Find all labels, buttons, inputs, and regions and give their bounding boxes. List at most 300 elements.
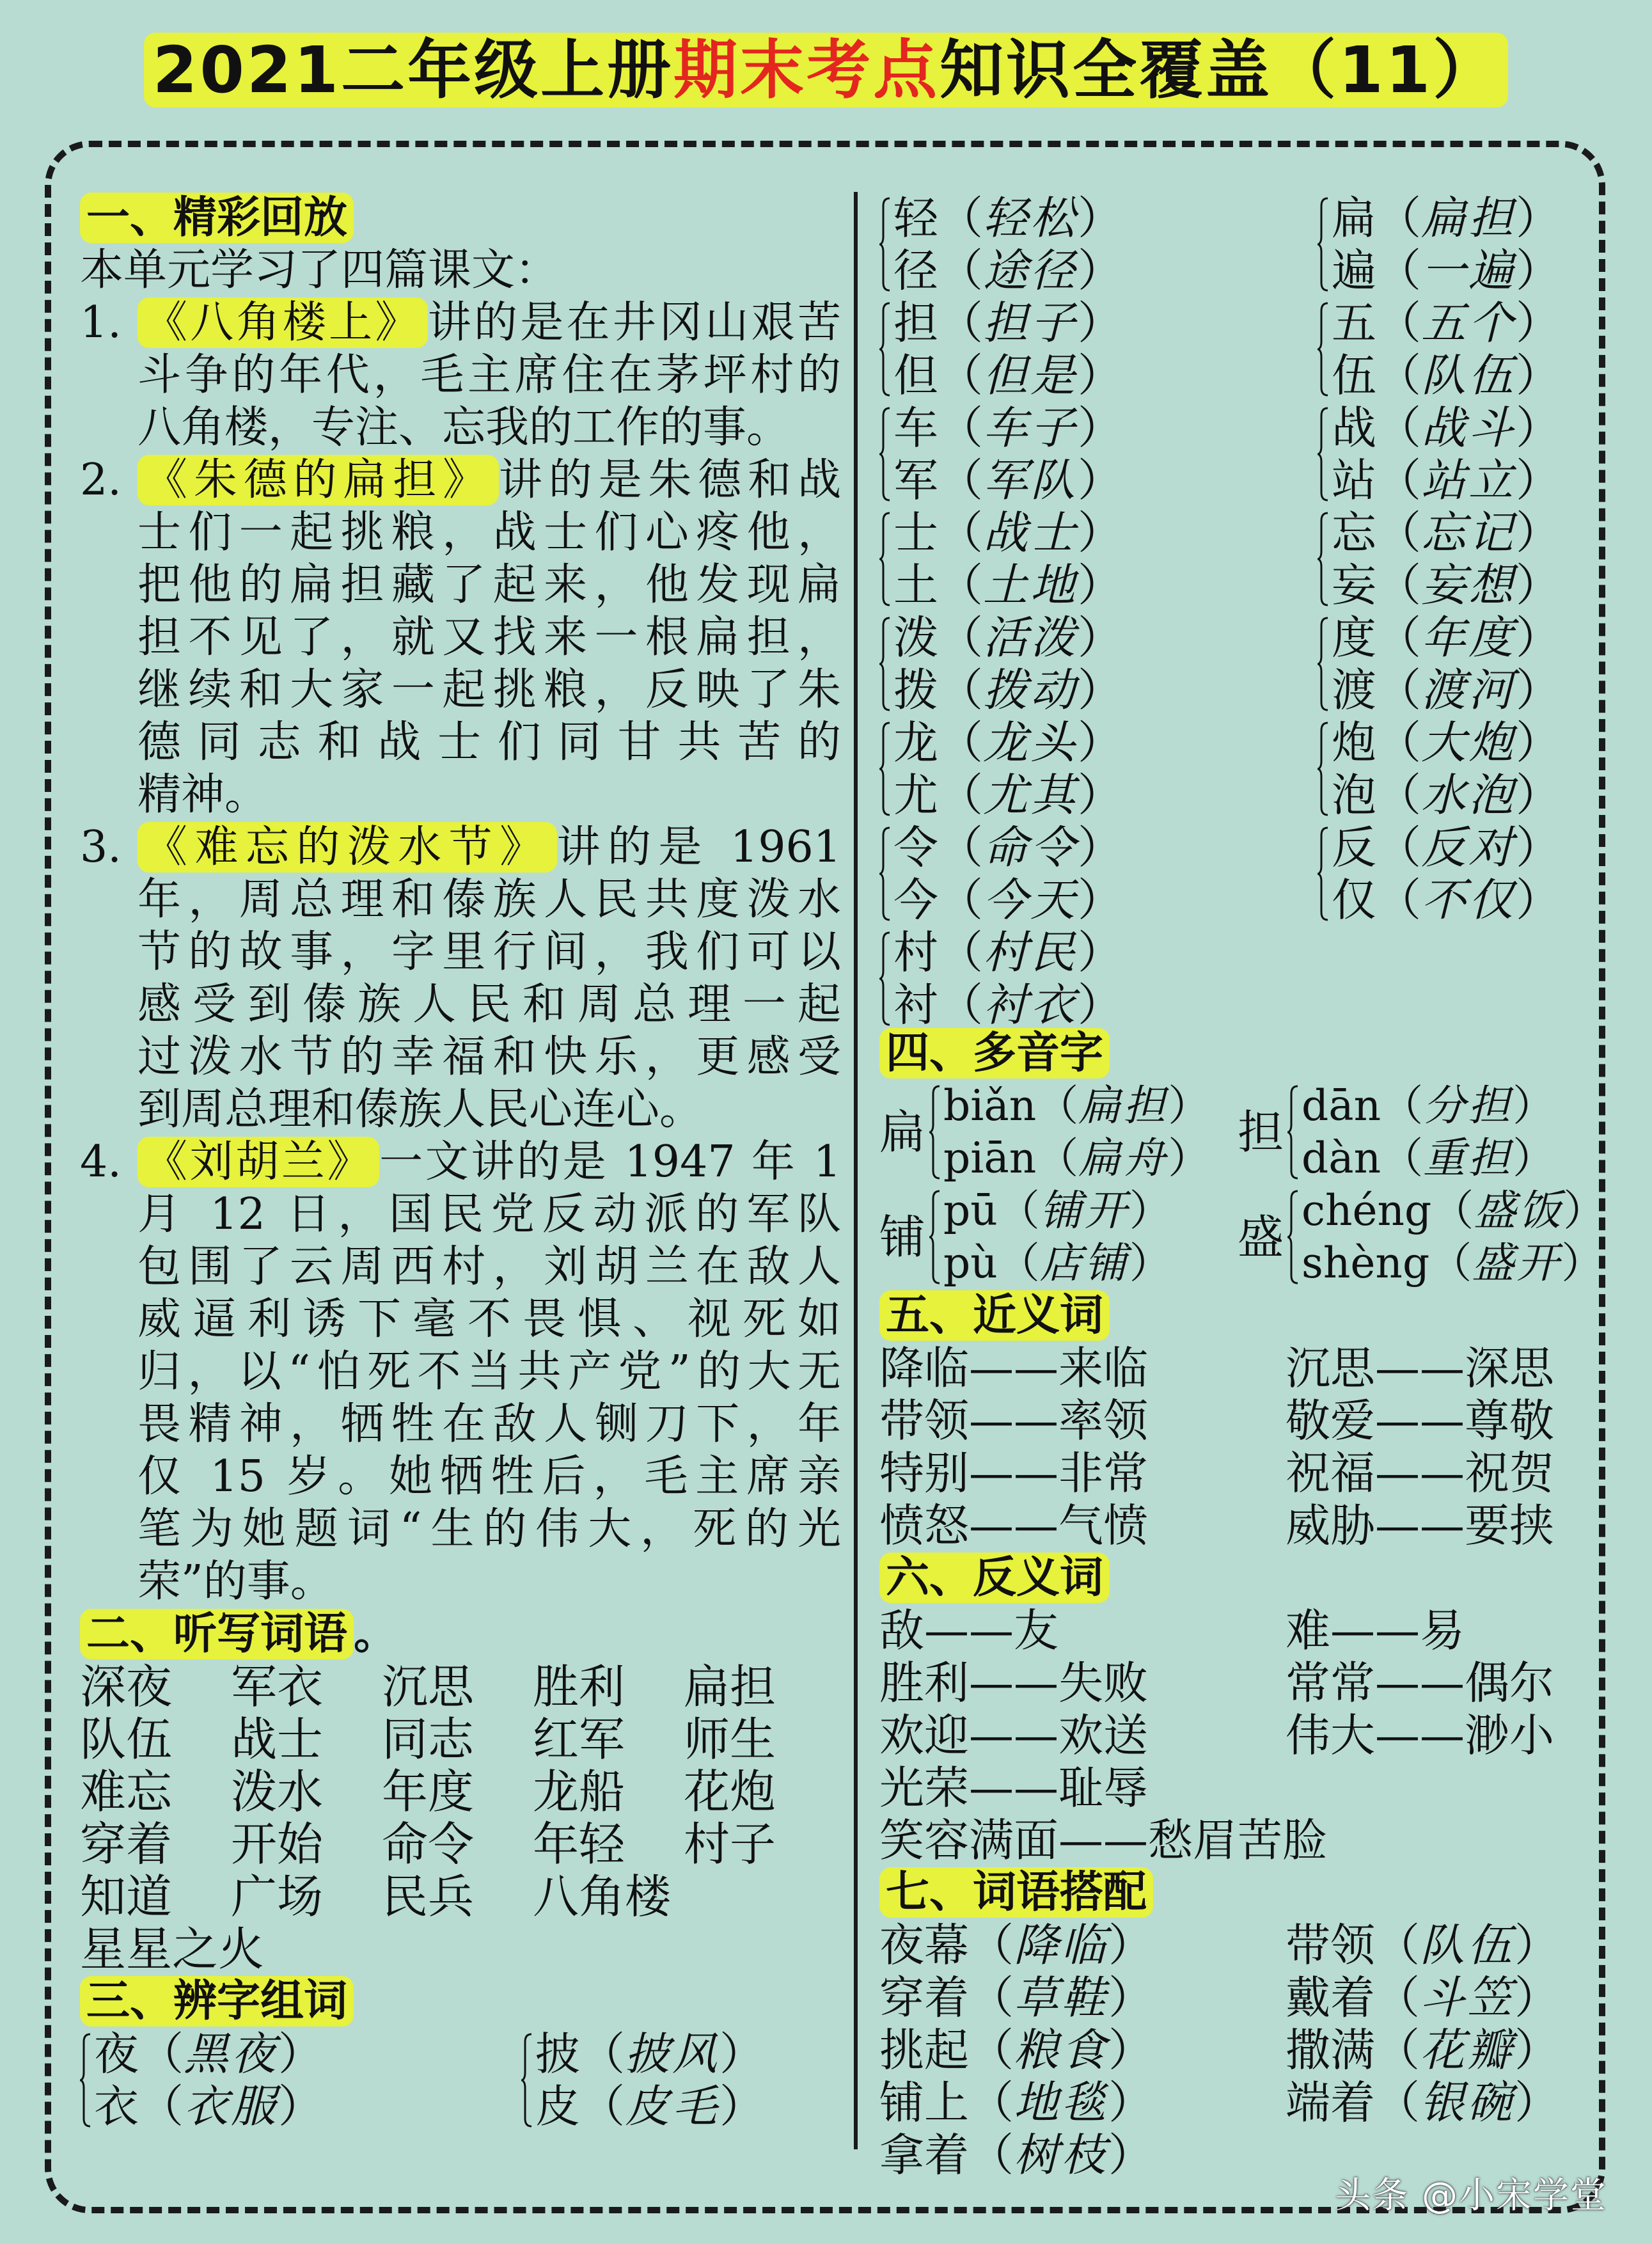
verb: 铺上 xyxy=(879,2076,969,2129)
paren: （ xyxy=(938,664,983,716)
paren: （ xyxy=(969,1919,1014,1971)
section-heading-tail: 。 xyxy=(354,1609,398,1659)
char-pair-row xyxy=(893,349,1122,402)
paren: ） xyxy=(1078,769,1122,821)
char-pair xyxy=(521,2028,841,2133)
dictation-word: 年轻 xyxy=(533,1817,625,1871)
pinyin: piān xyxy=(943,1134,1037,1183)
paren: ） xyxy=(1516,559,1561,612)
compound-word: 重担 xyxy=(1423,1134,1513,1183)
compound-word: 站立 xyxy=(1421,454,1516,507)
s7-row xyxy=(879,1919,1605,1971)
lesson-line: 担不见了，就又找来一根扁担， xyxy=(138,612,841,663)
char: 度 xyxy=(1332,612,1376,664)
brace-icon xyxy=(879,407,891,502)
char-pair-row xyxy=(535,2028,764,2080)
paren: （ xyxy=(1376,874,1421,926)
word-a: 威胁 xyxy=(1286,1499,1375,1552)
char: 但 xyxy=(893,349,938,402)
char-pair-row xyxy=(1332,297,1561,349)
brace-icon xyxy=(1318,826,1329,921)
object: 降临 xyxy=(1014,1919,1108,1971)
paren: ） xyxy=(1108,2076,1153,2129)
word-pair xyxy=(1286,1395,1554,1447)
pinyin: pū xyxy=(943,1186,998,1235)
lesson-item xyxy=(80,1136,841,1608)
brace-icon xyxy=(879,931,891,1026)
dictation-word xyxy=(684,1870,835,1923)
lesson-line: 畏精神，牺牲在敌人铡刀下，年 xyxy=(138,1399,841,1450)
polyphone-char: 担 xyxy=(1238,1105,1284,1159)
char-pair-row xyxy=(893,192,1122,244)
char: 今 xyxy=(893,874,938,926)
word-a: 特别 xyxy=(879,1447,969,1499)
compound-word: 黑夜 xyxy=(184,2028,278,2080)
paren: （ xyxy=(1375,1919,1420,1971)
polyphone-reading xyxy=(1302,1185,1605,1237)
compound-word: 军队 xyxy=(983,454,1078,507)
paren: ） xyxy=(1168,1081,1211,1130)
compound-word: 车子 xyxy=(983,402,1078,454)
dash: —— xyxy=(1375,1447,1465,1499)
char-pair-row xyxy=(893,979,1122,1031)
char-pair-row xyxy=(1332,874,1561,926)
paren: ） xyxy=(1078,926,1122,979)
paren: ） xyxy=(1563,1186,1606,1235)
paren: （ xyxy=(1376,297,1421,349)
compound-word: 妄想 xyxy=(1421,559,1516,612)
paren: （ xyxy=(580,2028,625,2080)
lesson-line: 威逼利诱下毫不畏惧、视死如 xyxy=(138,1294,841,1345)
compound-word: 店铺 xyxy=(1039,1238,1129,1288)
char-pair-row xyxy=(1332,402,1561,454)
pinyin: biǎn xyxy=(943,1081,1037,1130)
word: 笑容满面 xyxy=(879,1814,1058,1867)
brace-icon xyxy=(1318,617,1329,711)
paren: （ xyxy=(938,821,983,874)
compound-word: 皮毛 xyxy=(625,2080,720,2133)
char: 衬 xyxy=(893,979,938,1031)
char: 尤 xyxy=(893,769,938,821)
paren: （ xyxy=(1375,1971,1420,2024)
paren: （ xyxy=(1375,2024,1420,2076)
lesson-line: 仅 15 岁。她牺牲后，毛主席亲 xyxy=(138,1451,841,1502)
lesson-title: 《朱德的扁担》 xyxy=(138,455,499,505)
paren: （ xyxy=(1376,559,1421,612)
word-b: 来临 xyxy=(1058,1342,1148,1395)
word-a: 沉思 xyxy=(1286,1342,1375,1395)
brace-icon xyxy=(879,826,891,921)
char-pair-row xyxy=(94,2028,323,2080)
verb: 夜幕 xyxy=(879,1919,969,1971)
paren: ） xyxy=(1516,454,1561,507)
char-pair-row xyxy=(1332,192,1561,244)
dash: —— xyxy=(1375,1395,1465,1447)
compound-word: 战士 xyxy=(983,507,1078,559)
dictation-word: 知道 xyxy=(80,1870,173,1924)
word-a: 敌 xyxy=(879,1604,924,1657)
section-heading-text: 三、辨字组词 xyxy=(80,1976,354,2027)
polyphone-char: 盛 xyxy=(1238,1210,1284,1264)
paren: ） xyxy=(1108,1971,1153,2024)
char: 士 xyxy=(893,507,938,559)
paren: （ xyxy=(580,2080,625,2133)
char-pair-group xyxy=(80,2028,841,2133)
compound-word: 活泼 xyxy=(983,612,1078,664)
word-a: 降临 xyxy=(879,1342,969,1395)
dictation-word: 花炮 xyxy=(684,1765,776,1819)
brace-icon xyxy=(1318,407,1329,502)
verb: 撒满 xyxy=(1286,2024,1375,2076)
lesson-line: 把他的扁担藏了起来，他发现扁 xyxy=(138,560,841,610)
lesson-number: 3. xyxy=(80,822,122,873)
compound-word: 年度 xyxy=(1421,612,1516,664)
char-pair-row xyxy=(1332,769,1561,821)
lesson-item xyxy=(80,821,841,1136)
polyphone-row xyxy=(879,1185,1605,1290)
word-b: 要挟 xyxy=(1465,1499,1554,1552)
collocation xyxy=(879,1971,1153,2024)
char-pair-row xyxy=(1332,716,1561,769)
char-pair-columns xyxy=(879,192,1605,1031)
dictation-word: 深夜 xyxy=(80,1660,173,1714)
char-pair-row xyxy=(1332,821,1561,874)
polyphone-reading xyxy=(943,1237,1172,1290)
s7-row xyxy=(879,2024,1605,2076)
paren: （ xyxy=(938,454,983,507)
paren: ） xyxy=(1513,1134,1555,1183)
section-heading xyxy=(879,1027,1605,1080)
brace-icon xyxy=(1318,722,1329,816)
lesson-line: 归，以“怕死不当共产党”的大无 xyxy=(138,1347,841,1397)
char: 夜 xyxy=(94,2028,139,2080)
paren: （ xyxy=(938,297,983,349)
dictation-word: 命令 xyxy=(382,1817,475,1871)
paren: （ xyxy=(997,1238,1040,1288)
paren: ） xyxy=(1516,821,1561,874)
paren: （ xyxy=(938,979,983,1031)
word-a: 难 xyxy=(1286,1604,1330,1657)
lesson-body xyxy=(80,297,841,454)
brace-icon xyxy=(879,722,891,816)
compound-word: 担子 xyxy=(983,297,1078,349)
polyphone-char: 扁 xyxy=(879,1105,926,1159)
lesson-line: 年，周总理和傣族人民共度泼水 xyxy=(138,874,841,925)
compound-word: 扁担 xyxy=(1078,1081,1168,1130)
paren: ） xyxy=(1513,1081,1555,1130)
paren: ） xyxy=(1516,192,1561,244)
word-b: 气愤 xyxy=(1058,1499,1148,1552)
dictation-word: 村子 xyxy=(684,1817,776,1871)
lesson-text: 一文讲的是 1947 年 1 xyxy=(379,1137,841,1187)
compound-word: 衬衣 xyxy=(983,979,1078,1031)
paren: ） xyxy=(1108,2024,1153,2076)
object: 草鞋 xyxy=(1014,1971,1108,2024)
s6-row xyxy=(879,1709,1605,1762)
paren: （ xyxy=(1375,2076,1420,2129)
section-heading-text: 四、多音字 xyxy=(879,1028,1110,1079)
paren: ） xyxy=(1108,1919,1153,1971)
char: 泼 xyxy=(893,612,938,664)
right-column xyxy=(879,192,1605,2181)
compound-word: 龙头 xyxy=(983,716,1078,769)
paren: ） xyxy=(278,2028,323,2080)
compound-word: 盛饭 xyxy=(1474,1186,1564,1235)
column-divider xyxy=(854,192,858,2149)
dictation-word: 穿着 xyxy=(80,1817,173,1871)
char: 战 xyxy=(1332,402,1376,454)
char-pair-row xyxy=(893,821,1122,874)
word-b: 率领 xyxy=(1058,1395,1148,1447)
paren: （ xyxy=(938,612,983,664)
word-pair xyxy=(879,1395,1148,1447)
paren: （ xyxy=(938,769,983,821)
compound-word: 尤其 xyxy=(983,769,1078,821)
char: 土 xyxy=(893,559,938,612)
lesson-item xyxy=(80,297,841,454)
lesson-line: 士们一起挑粮，战士们心疼他， xyxy=(138,507,841,558)
char: 披 xyxy=(535,2028,580,2080)
paren: ） xyxy=(1516,716,1561,769)
lesson-number: 4. xyxy=(80,1137,122,1187)
word-a: 愤怒 xyxy=(879,1499,969,1552)
word-a: 伟大 xyxy=(1286,1709,1375,1762)
paren: （ xyxy=(1381,1081,1424,1130)
brace-icon xyxy=(1287,1190,1299,1284)
paren: （ xyxy=(1376,507,1421,559)
lesson-line: 荣”的事。 xyxy=(138,1556,334,1607)
paren: ） xyxy=(1078,716,1122,769)
paren: ） xyxy=(1078,979,1122,1031)
word-b: 深思 xyxy=(1465,1342,1554,1395)
page-title xyxy=(0,26,1652,115)
paren: （ xyxy=(1376,769,1421,821)
compound-word: 今天 xyxy=(983,874,1078,926)
compound-word: 反对 xyxy=(1421,821,1516,874)
lesson-line: 包围了云周西村，刘胡兰在敌人 xyxy=(138,1242,841,1292)
s7-row xyxy=(879,1971,1605,2024)
paren: ） xyxy=(1078,559,1122,612)
collocation xyxy=(1286,2024,1559,2076)
collocation xyxy=(1286,1971,1559,2024)
collocation xyxy=(879,1919,1153,1971)
paren: （ xyxy=(938,559,983,612)
lesson-text: 讲的是 1961 xyxy=(556,822,841,873)
word-pair xyxy=(1286,1657,1554,1709)
paren: ） xyxy=(1078,402,1122,454)
char: 炮 xyxy=(1332,716,1376,769)
compound-word: 命令 xyxy=(983,821,1078,874)
polyphone-char: 铺 xyxy=(879,1210,926,1264)
collocation xyxy=(879,2076,1153,2129)
paren: ） xyxy=(1514,1919,1559,1971)
paren: ） xyxy=(1078,612,1122,664)
polyphone-reading xyxy=(943,1185,1172,1237)
polyphone-row xyxy=(879,1080,1605,1185)
brace-icon xyxy=(929,1190,941,1284)
paren: （ xyxy=(1376,244,1421,297)
lesson-line: 八角楼，专注、忘我的工作的事。 xyxy=(138,402,791,453)
lesson-title: 《难忘的泼水节》 xyxy=(138,822,557,873)
char-pair-row xyxy=(94,2080,323,2133)
brace-icon xyxy=(521,2033,533,2128)
paren: ） xyxy=(1129,1238,1172,1288)
paren: （ xyxy=(1376,821,1421,874)
lesson-line: 感受到傣族人民和周总理一起 xyxy=(138,979,841,1030)
paren: ） xyxy=(1514,2076,1559,2129)
char: 军 xyxy=(893,454,938,507)
paren: ） xyxy=(1078,507,1122,559)
paren: （ xyxy=(1376,402,1421,454)
dash: —— xyxy=(969,1342,1058,1395)
paren: （ xyxy=(1376,349,1421,402)
paren: ） xyxy=(1078,664,1122,716)
paren: ） xyxy=(1516,402,1561,454)
paren: （ xyxy=(1036,1134,1079,1183)
lesson-line: 月 12 日，国民党反动派的军队 xyxy=(138,1189,841,1240)
compound-word: 扁舟 xyxy=(1078,1134,1168,1183)
brace-icon xyxy=(1318,512,1329,606)
compound-word: 不仅 xyxy=(1421,874,1516,926)
paren: ） xyxy=(1516,244,1561,297)
paren: （ xyxy=(139,2080,184,2133)
word-pair xyxy=(879,1604,1058,1657)
section-heading-text: 六、反义词 xyxy=(879,1553,1110,1603)
paren: （ xyxy=(969,2076,1014,2129)
lesson-line: 精神。 xyxy=(138,770,269,820)
compound-word: 盛开 xyxy=(1472,1238,1562,1288)
lesson-number: 2. xyxy=(80,455,122,505)
dictation-word: 民兵 xyxy=(382,1870,475,1924)
dash: —— xyxy=(1375,1499,1465,1552)
brace-icon xyxy=(1287,1085,1299,1180)
dictation-word: 队伍 xyxy=(80,1712,173,1766)
verb: 拿着 xyxy=(879,2129,969,2181)
s5-row xyxy=(879,1395,1605,1447)
word-a: 带领 xyxy=(879,1395,969,1447)
word: 愁眉苦脸 xyxy=(1148,1814,1327,1867)
paren: ） xyxy=(1516,769,1561,821)
char: 站 xyxy=(1332,454,1376,507)
char: 龙 xyxy=(893,716,938,769)
brace-icon xyxy=(929,1085,941,1180)
dictation-word: 红军 xyxy=(533,1712,625,1766)
title-red: 期末考点 xyxy=(673,33,940,107)
dash: —— xyxy=(969,1395,1058,1447)
dictation-word: 师生 xyxy=(684,1712,776,1766)
verb: 戴着 xyxy=(1286,1971,1375,2024)
dash: —— xyxy=(969,1657,1058,1709)
s1-intro: 本单元学习了四篇课文： xyxy=(80,245,559,296)
paren: （ xyxy=(938,402,983,454)
word-b: 祝贺 xyxy=(1465,1447,1554,1499)
dash: —— xyxy=(1330,1604,1420,1657)
title-num: （11） xyxy=(1272,33,1500,107)
paren: （ xyxy=(1376,192,1421,244)
lesson-line xyxy=(138,454,841,507)
word: —— xyxy=(1058,1814,1148,1867)
paren: ） xyxy=(1078,874,1122,926)
word-pair xyxy=(1286,1499,1554,1552)
compound-word: 水泡 xyxy=(1421,769,1516,821)
lesson-text: 讲的是朱德和战 xyxy=(498,455,841,505)
dash: —— xyxy=(969,1447,1058,1499)
char: 五 xyxy=(1332,297,1376,349)
section-heading-text: 五、近义词 xyxy=(879,1290,1110,1341)
section-heading xyxy=(879,1867,1605,1919)
paren: ） xyxy=(1516,349,1561,402)
collocation xyxy=(879,2024,1153,2076)
object: 花瓣 xyxy=(1420,2024,1514,2076)
char: 径 xyxy=(893,244,938,297)
dictation-word: 泼水 xyxy=(231,1765,324,1819)
dictation-word: 年度 xyxy=(382,1765,475,1819)
paren: （ xyxy=(938,507,983,559)
word-pair xyxy=(1286,1604,1465,1657)
paren: ） xyxy=(1168,1134,1211,1183)
char-pair-row xyxy=(1332,349,1561,402)
compound-word: 大炮 xyxy=(1421,716,1516,769)
char-pair-row xyxy=(1332,664,1561,716)
pinyin: dān xyxy=(1302,1081,1381,1130)
object: 地毯 xyxy=(1014,2076,1108,2129)
brace-icon xyxy=(879,197,891,292)
paren: （ xyxy=(1429,1238,1472,1288)
object: 粮食 xyxy=(1014,2024,1108,2076)
section-heading-text: 二、听写词语 xyxy=(80,1609,354,1659)
paren: ） xyxy=(1514,2024,1559,2076)
char: 衣 xyxy=(94,2080,139,2133)
lesson-text: 讲的是在井冈山艰苦 xyxy=(427,297,841,348)
object: 银碗 xyxy=(1420,2076,1514,2129)
dash: —— xyxy=(1375,1342,1465,1395)
lesson-body xyxy=(80,821,841,1136)
word-b: 失败 xyxy=(1058,1657,1148,1709)
s6-row xyxy=(879,1762,1605,1814)
paren: ） xyxy=(1078,244,1122,297)
paren: ） xyxy=(1516,664,1561,716)
char-pair-row xyxy=(893,926,1122,979)
char-pair-row xyxy=(893,769,1122,821)
compound-word: 五个 xyxy=(1421,297,1516,349)
paren: ） xyxy=(720,2028,764,2080)
word-a: 祝福 xyxy=(1286,1447,1375,1499)
paren: （ xyxy=(938,874,983,926)
title-pre: 2021二年级上册 xyxy=(152,33,674,107)
s5-row xyxy=(879,1499,1605,1552)
lesson-line: 笔为她题词“生的伟大，死的光 xyxy=(138,1504,841,1554)
char: 扁 xyxy=(1332,192,1376,244)
compound-word: 村民 xyxy=(983,926,1078,979)
word-pair xyxy=(879,1762,1148,1814)
verb: 穿着 xyxy=(879,1971,969,2024)
dictation-word: 难忘 xyxy=(80,1765,173,1819)
char: 皮 xyxy=(535,2080,580,2133)
dash: —— xyxy=(969,1499,1058,1552)
brace-icon xyxy=(80,2033,91,2128)
word-pair xyxy=(879,1499,1148,1552)
compound-word: 队伍 xyxy=(1421,349,1516,402)
polyphone-reading xyxy=(1302,1080,1555,1132)
section-heading xyxy=(80,192,841,244)
object: 队伍 xyxy=(1420,1919,1514,1971)
section-heading-text: 一、精彩回放 xyxy=(80,193,354,243)
word-pair xyxy=(879,1447,1148,1499)
verb: 端着 xyxy=(1286,2076,1375,2129)
lesson-body xyxy=(80,454,841,821)
word-a: 敬爱 xyxy=(1286,1395,1375,1447)
dictation-word: 同志 xyxy=(382,1712,475,1766)
